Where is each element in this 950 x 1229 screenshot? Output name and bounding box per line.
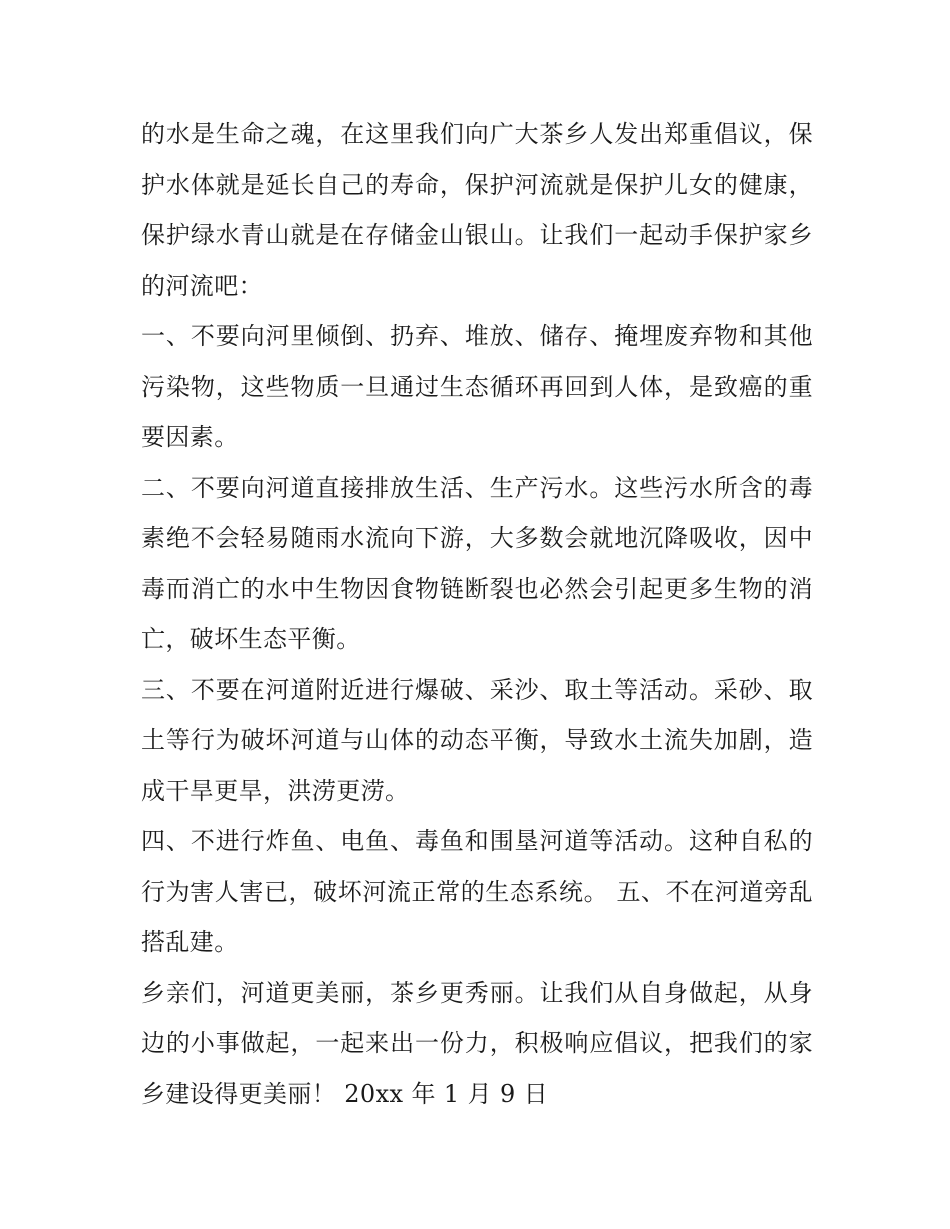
paragraph-intro: 的水是生命之魂，在这里我们向广大茶乡人发出郑重倡议，保护水体就是延长自己的寿命，保护河流就是保护儿女的健康，保护绿水青山就是在存储金山银山。让我们一起动手保护家乡的河流吧： xyxy=(141,120,813,300)
paragraph-item-4-5: 四、不进行炸鱼、电鱼、毒鱼和围垦河道等活动。这种自私的行为害人害已，破坏河流正常的生态系统。 五、不在河道旁乱搭乱建。 xyxy=(141,827,813,956)
paragraph-item-2: 二、不要向河道直接排放生活、生产污水。这些污水所含的毒素绝不会轻易随雨水流向下游，大多数会就地沉降吸收，因中毒而消亡的水中生物因食物链断裂也必然会引起更多生物的消亡，破坏生态平衡。 xyxy=(141,473,813,653)
paragraph-item-3: 三、不要在河道附近进行爆破、采沙、取土等活动。采砂、取土等行为破坏河道与山体的动态平衡，导致水土流失加剧，造成干旱更旱，洪涝更涝。 xyxy=(141,675,813,805)
paragraph-item-1: 一、不要向河里倾倒、扔弃、堆放、储存、掩埋废弃物和其他污染物，这些物质一旦通过生态循环再回到人体，是致癌的重要因素。 xyxy=(141,322,813,451)
paragraph-closing: 乡亲们，河道更美丽，茶乡更秀丽。让我们从自身做起，从身边的小事做起，一起来出一份力，积极响应倡议，把我们的家乡建设得更美丽！ 20xx 年 1 月 9 日 xyxy=(141,978,813,1108)
document-body xyxy=(141,109,813,1119)
